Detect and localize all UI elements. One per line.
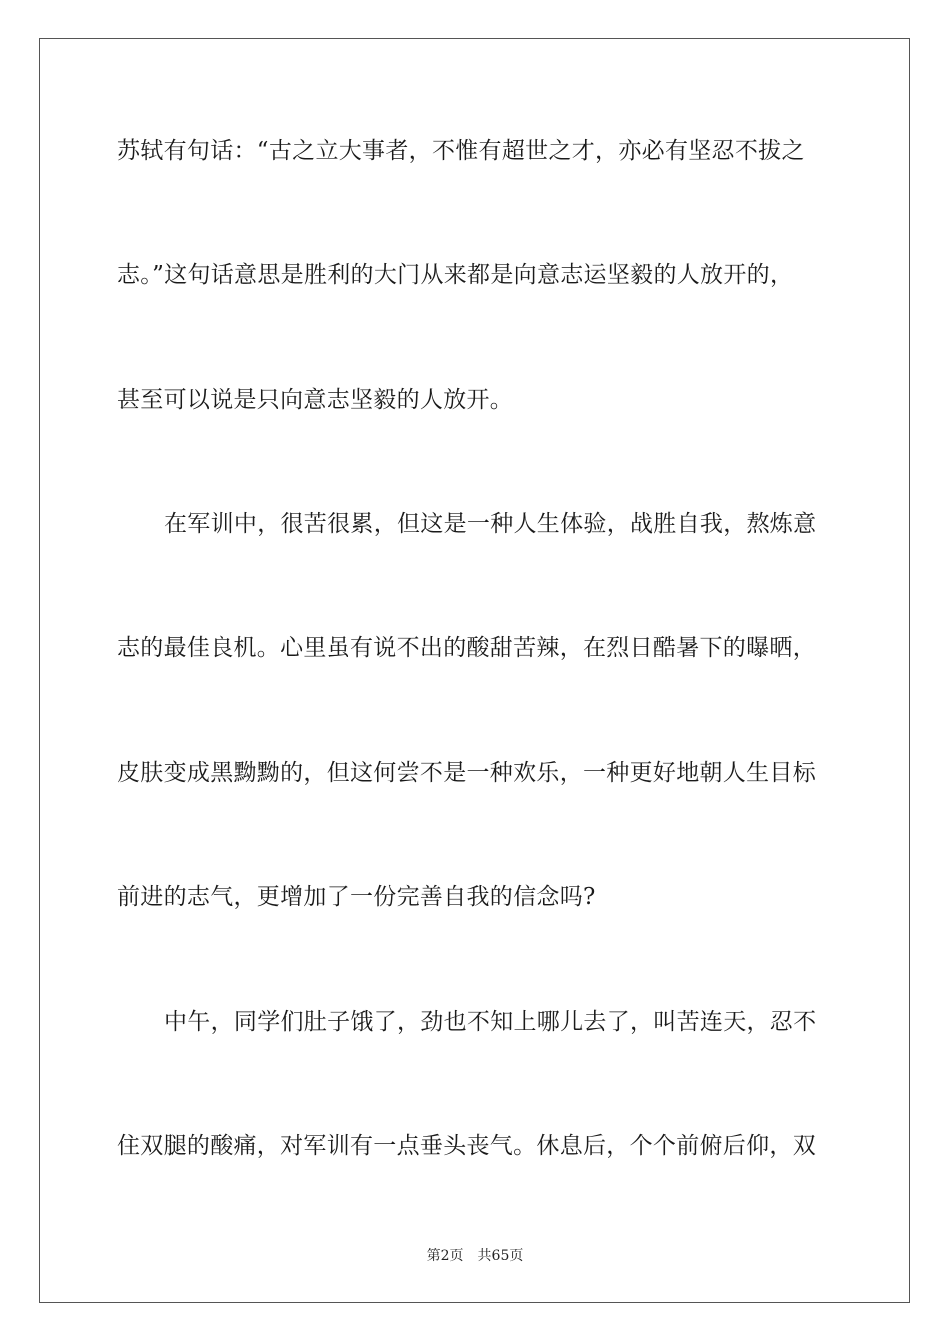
text-line: 志。”这句话意思是胜利的大门从来都是向意志运坚毅的人放开的， [117,262,794,288]
paragraph-first-line: 中午，同学们肚子饿了，劲也不知上哪儿去了，叫苦连天，忍不 [164,1009,817,1035]
text-line: 甚至可以说是只向意志坚毅的人放开。 [117,387,514,413]
page-footer [0,1245,950,1265]
text-line: 住双腿的酸痛，对军训有一点垂头丧气。休息后，个个前俯后仰，双 [117,1133,816,1159]
paragraph-first-line: 在军训中，很苦很累，但这是一种人生体验，战胜自我，熬炼意 [164,511,817,537]
text-line: 前进的志气，更增加了一份完善自我的信念吗? [117,884,596,910]
text-line: 志的最佳良机。心里虽有说不出的酸甜苦辣，在烈日酷暑下的曝晒， [117,635,816,661]
text-line: 皮肤变成黑黝黝的，但这何尝不是一种欢乐，一种更好地朝人生目标 [117,760,816,786]
text-line: 苏轼有句话：“古之立大事者，不惟有超世之才，亦必有坚忍不拔之 [117,138,805,164]
page-total: 共65页 [477,1248,524,1264]
page-number: 第2页 [426,1248,464,1264]
page-border [39,38,910,1303]
